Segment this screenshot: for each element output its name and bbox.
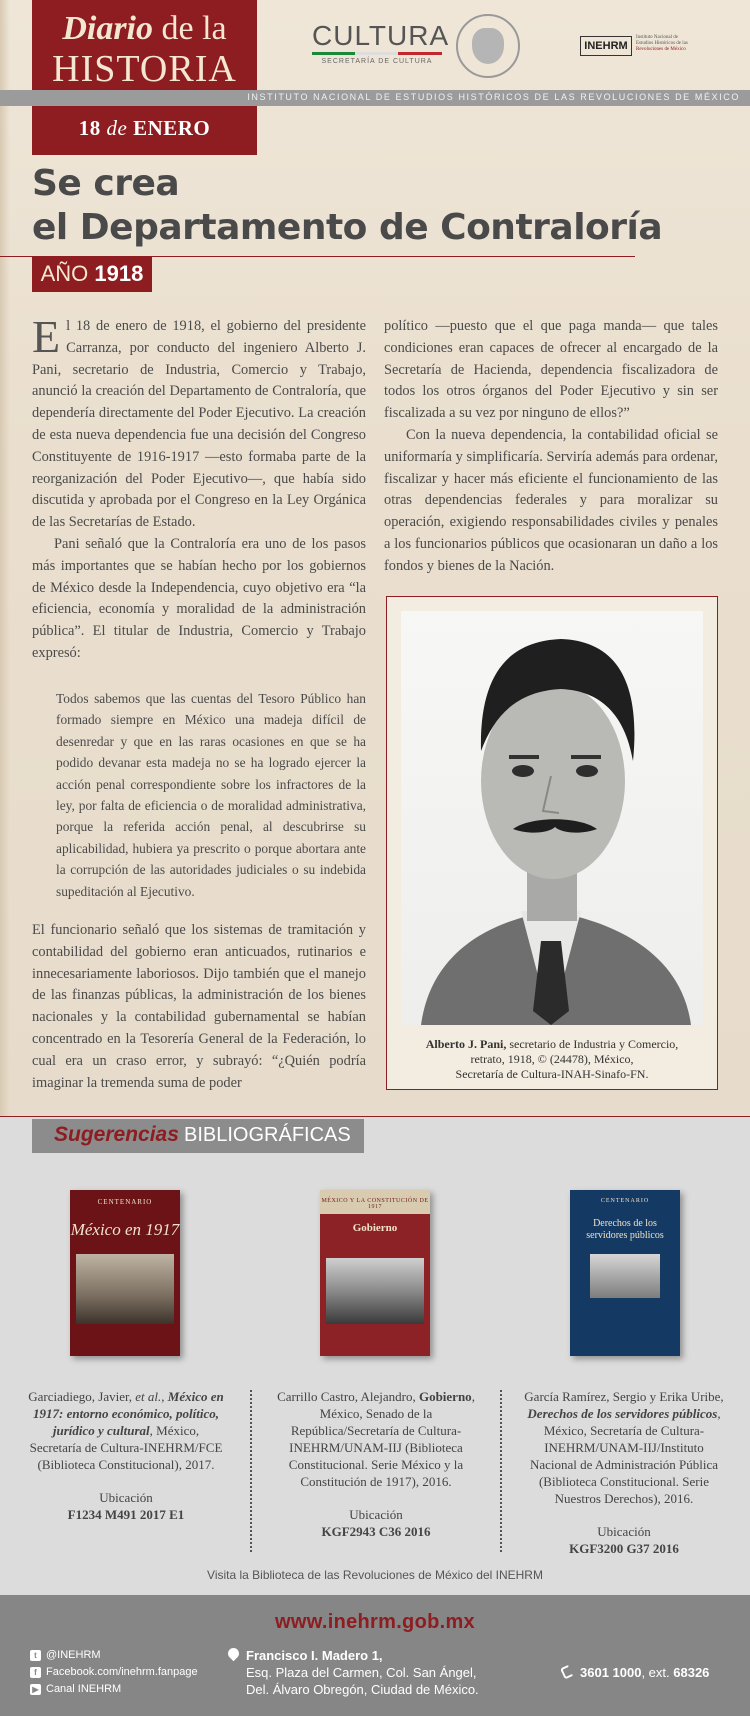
- article-column-right: [384, 316, 718, 578]
- national-seal-icon: [456, 14, 520, 78]
- article-column-left: [32, 311, 366, 665]
- phone: 3601 1000, ext. 68326: [580, 1665, 709, 1680]
- location-pin-icon: [226, 1646, 242, 1662]
- cultura-logo: [312, 20, 450, 65]
- paragraph-1: El 18 de enero de 1918, el gobierno del presidente Carranza, por conducto del ingeniero Alberto J. Pani, secretario de Industria, Comercio y Trabajo, anunció la creación del Departamento de Contraloría, que dependería directamente del Poder Ejecutivo. La creación de esta nueva dependencia fue una decisión del Congreso Constituyente de 1916-1917 —esto formaba parte de la reorganización del Poder Ejecutivo—, que había sido discutida y aprobada por el Congreso en la Ley Orgánica de las Secretarías de Estado.: [32, 311, 366, 531]
- paragraph-2: Pani señaló que la Contraloría era uno de los pasos más importantes que se habían hecho por los gobiernos de México desde la Independencia, cuyo objetivo era “la eficiencia, economía y moralidad de la administración pública”. El titular de Industria, Comercio y Trabajo expresó:: [32, 535, 366, 661]
- paragraph-3: El funcionario señaló que los sistemas de tramitación y contabilidad del gobierno eran anticuados, rutinarios e innecesariamente laboriosos. Dijo también que el manejo de las finanzas públicas, la administración de los bienes nacionales y la contabilidad gubernamental se habían concentrado en la Tesorería General de la Federación, lo cual era un craso error, y subrayó: “¿Quién podría imaginar la tremenda suma de poder: [32, 922, 366, 1091]
- cultura-name: CULTURA: [312, 20, 450, 51]
- bib-entry-2: [276, 1388, 476, 1540]
- book-cover-3-top: CENTENARIO: [600, 1198, 650, 1204]
- institute-band-text: INSTITUTO NACIONAL DE ESTUDIOS HISTÓRICOS DE LAS REVOLUCIONES DE MÉXICO: [247, 92, 740, 102]
- book-cover-2-top: MÉXICO Y LA CONSTITUCIÓN DE 1917: [321, 1198, 429, 1210]
- series-title-line2: HISTORIA: [52, 48, 237, 90]
- series-badge: [32, 0, 257, 155]
- address: Francisco I. Madero 1, Esq. Plaza del Carmen, Col. San Ángel, Del. Álvaro Obregón, Ciudad de México.: [246, 1647, 479, 1698]
- facebook-icon: f: [30, 1667, 41, 1678]
- bib-separator-2: [500, 1390, 502, 1552]
- book-cover-2-title: Gobierno: [352, 1222, 398, 1234]
- library-visit-note: Visita la Biblioteca de las Revoluciones de México del INEHRM: [207, 1568, 543, 1582]
- book-cover-1-image: [76, 1254, 174, 1324]
- series-date: 18 de ENERO: [78, 116, 211, 140]
- bib-entry-3-call-number: KGF3200 G37 2016: [569, 1541, 679, 1556]
- bib-entry-2-call-number: KGF2943 C36 2016: [321, 1524, 431, 1539]
- paragraph-5: Con la nueva dependencia, la contabilidad oficial se uniformaría y simplificaría. Serviría además para ordenar, fiscalizar y hacer más eficiente el funcionamiento de las otras dependencias federales y para moralizar su operación, exigiendo responsabilidades civiles y penales a los funcionarios públicos que ocasionaran un daño a los fondos y bienes de la Nación.: [384, 426, 718, 574]
- bib-entry-2-citation: Carrillo Castro, Alejandro, Gobierno, México, Senado de la República/Secretaría de Cultura-INEHRM/UNAM-IIJ (Biblioteca Constitucional. Serie México y la Constitución de 1917), 2016.: [277, 1389, 475, 1489]
- book-cover-3-image: [590, 1254, 660, 1298]
- footer: [0, 1595, 750, 1716]
- book-cover-3[interactable]: [570, 1190, 680, 1356]
- bib-entry-3-location-label: Ubicación: [597, 1524, 651, 1539]
- website-link[interactable]: www.inehrm.gob.mx: [275, 1611, 475, 1633]
- bib-entry-1: [26, 1388, 226, 1523]
- book-cover-2-image: [326, 1258, 424, 1324]
- book-cover-1-title: México en 1917: [70, 1220, 180, 1239]
- institute-band: [0, 90, 750, 106]
- twitter-icon: t: [30, 1650, 41, 1661]
- book-cover-1-top: CENTENARIO: [97, 1198, 153, 1206]
- portrait-photo: [401, 611, 703, 1025]
- paragraph-4: político —puesto que el que paga manda— que tales condiciones eran capaces de ofrecer al encargado de la Secretaría de Hacienda, dependencia fiscalizadora de todos los otros órganos del Poder Ejecutivo y sin ser fiscalizada a su vez por ninguno de ellos?”: [384, 318, 718, 422]
- bib-separator-1: [250, 1390, 252, 1552]
- dropcap: E: [32, 311, 61, 362]
- year-badge: AÑO 1918: [32, 256, 152, 292]
- portrait-frame: [386, 596, 718, 1090]
- bib-entry-1-location-label: Ubicación: [99, 1490, 153, 1505]
- block-quote: Todos sabemos que las cuentas del Tesoro Público han formado siempre en México una madeja difícil de desenredar y que en las raras ocasiones en que se ha podido devanar esta madeja no se ha logrado ejercer la acción penal correspondiente sobre los infractores de la ley, por falta de eficiencia o de moralidad administrativa, porque la referida acción penal, al descubrirse su aplicabilidad, hubiera ya prescrito o porque abortara ante la corrupción de las autoridades judiciales o su indebida supeditación al Ejecutivo.: [56, 691, 366, 899]
- cultura-sub: SECRETARÍA DE CULTURA: [321, 58, 433, 65]
- youtube-link[interactable]: ▶ Canal INEHRM: [30, 1681, 198, 1698]
- bib-entry-2-location-label: Ubicación: [349, 1507, 403, 1522]
- facebook-link[interactable]: f Facebook.com/inehrm.fanpage: [30, 1664, 198, 1681]
- bib-entry-3: [524, 1388, 724, 1557]
- youtube-icon: ▶: [30, 1684, 41, 1695]
- bib-entry-1-citation: Garciadiego, Javier, et al., México en 1917: entorno económico, político, jurídico y cultural, México, Secretaría de Cultura-INEHRM/FCE (Biblioteca Constitucional), 2017.: [28, 1389, 224, 1472]
- article-title: Se crea el Departamento de Contraloría: [32, 163, 663, 248]
- inehrm-logo-text: INEHRM: [580, 36, 632, 56]
- book-cover-3-title: Derechos de los servidores públicos: [586, 1218, 664, 1241]
- social-links: [30, 1647, 198, 1698]
- book-cover-2[interactable]: [320, 1190, 430, 1356]
- bib-entry-1-call-number: F1234 M491 2017 E1: [67, 1507, 185, 1522]
- inehrm-logo: [580, 34, 705, 60]
- portrait-caption: Alberto J. Pani, secretario de Industria y Comercio, retrato, 1918, © (24478), México, Secretaría de Cultura-INAH-Sinafo-FN.: [425, 1037, 679, 1081]
- series-title-line1: Diario de la: [62, 10, 227, 47]
- tricolor-bar: [312, 52, 442, 55]
- book-cover-1[interactable]: [70, 1190, 180, 1356]
- article-column-left-lower: [32, 920, 366, 1094]
- inehrm-logo-small: Instituto Nacional de Estudios Históricos de las Revoluciones de México: [636, 35, 688, 52]
- phone-icon: [560, 1664, 574, 1679]
- twitter-link[interactable]: t @INEHRM: [30, 1647, 198, 1664]
- bibliography-heading: Sugerencias BIBLIOGRÁFICAS: [32, 1119, 364, 1153]
- bib-entry-3-citation: García Ramírez, Sergio y Erika Uribe, Derechos de los servidores públicos, México, Secretaría de Cultura-INEHRM/UNAM-IIJ/Instituto Nacional de Administración Pública (Biblioteca Constitucional. Serie Nuestros Derechos), 2016.: [524, 1389, 724, 1506]
